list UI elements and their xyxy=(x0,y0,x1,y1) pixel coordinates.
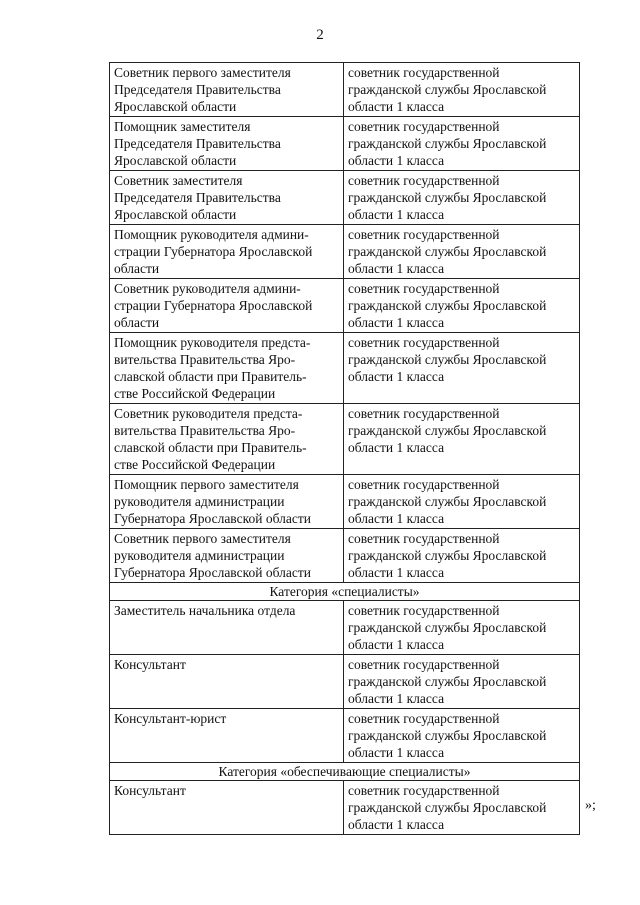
position-cell xyxy=(110,655,344,709)
table-row xyxy=(110,171,580,225)
position-title: Советник заместителя Председателя Правительства Ярославской области xyxy=(114,173,281,222)
position-cell xyxy=(110,404,344,475)
table-row xyxy=(110,225,580,279)
position-cell xyxy=(110,171,344,225)
class-rank-text: советник государственной гражданской службы Ярославской области 1 класса xyxy=(348,657,547,706)
closing-quote-mark: »; xyxy=(585,798,596,813)
position-cell xyxy=(110,117,344,171)
table-row xyxy=(110,781,580,835)
position-title: Консультант xyxy=(114,783,186,798)
table-row xyxy=(110,279,580,333)
table-row xyxy=(110,709,580,763)
class-rank-text: советник государственной гражданской службы Ярославской области 1 класса xyxy=(348,783,547,832)
grade-cell xyxy=(344,529,580,583)
grade-cell xyxy=(344,63,580,117)
position-title: Консультант-юрист xyxy=(114,711,227,726)
grade-cell xyxy=(344,404,580,475)
table-row xyxy=(110,529,580,583)
grade-cell xyxy=(344,781,580,835)
position-title: Помощник заместителя Председателя Правительства Ярославской области xyxy=(114,119,281,168)
grade-cell xyxy=(344,655,580,709)
position-cell xyxy=(110,63,344,117)
class-rank-text: советник государственной гражданской службы Ярославской области 1 класса xyxy=(348,227,547,276)
position-title: Помощник первого заместителя руководителя администрации Губернатора Ярославской области xyxy=(114,477,311,526)
category-label: Категория «специалисты» xyxy=(110,583,580,601)
class-rank-text: советник государственной гражданской службы Ярославской области 1 класса xyxy=(348,531,547,580)
table-row xyxy=(110,404,580,475)
class-rank-text: советник государственной гражданской службы Ярославской области 1 класса xyxy=(348,711,547,760)
category-row xyxy=(110,763,580,781)
class-rank-text: советник государственной гражданской службы Ярославской области 1 класса xyxy=(348,406,547,455)
position-title: Советник руководителя предста- вительства Правительства Яро- славской области при Правитель- стве Российской Федерации xyxy=(114,406,307,472)
position-cell xyxy=(110,333,344,404)
table-row xyxy=(110,655,580,709)
class-rank-text: советник государственной гражданской службы Ярославской области 1 класса xyxy=(348,477,547,526)
position-cell xyxy=(110,279,344,333)
position-title: Заместитель начальника отдела xyxy=(114,603,296,618)
position-title: Помощник руководителя админи- страции Губернатора Ярославской области xyxy=(114,227,313,276)
class-rank-text: советник государственной гражданской службы Ярославской области 1 класса xyxy=(348,173,547,222)
grade-cell xyxy=(344,279,580,333)
table-body xyxy=(110,63,580,835)
class-rank-text: советник государственной гражданской службы Ярославской области 1 класса xyxy=(348,65,547,114)
grade-cell xyxy=(344,601,580,655)
page-number: 2 xyxy=(316,27,324,43)
grade-cell xyxy=(344,171,580,225)
table-row xyxy=(110,475,580,529)
category-row xyxy=(110,583,580,601)
class-rank-text: советник государственной гражданской службы Ярославской области 1 класса xyxy=(348,119,547,168)
grade-cell xyxy=(344,709,580,763)
grade-cell xyxy=(344,117,580,171)
class-rank-text: советник государственной гражданской службы Ярославской области 1 класса xyxy=(348,335,547,384)
position-cell xyxy=(110,225,344,279)
class-rank-text: советник государственной гражданской службы Ярославской области 1 класса xyxy=(348,281,547,330)
position-cell xyxy=(110,781,344,835)
table-row xyxy=(110,601,580,655)
category-label: Категория «обеспечивающие специалисты» xyxy=(110,763,580,781)
position-title: Советник первого заместителя руководителя администрации Губернатора Ярославской области xyxy=(114,531,311,580)
class-rank-text: советник государственной гражданской службы Ярославской области 1 класса xyxy=(348,603,547,652)
position-cell xyxy=(110,601,344,655)
grade-cell xyxy=(344,475,580,529)
grade-cell xyxy=(344,225,580,279)
position-title: Советник первого заместителя Председателя Правительства Ярославской области xyxy=(114,65,291,114)
position-title: Помощник руководителя предста- вительства Правительства Яро- славской области при Правитель- стве Российской Федерации xyxy=(114,335,311,401)
table-row xyxy=(110,117,580,171)
table-row xyxy=(110,63,580,117)
position-cell xyxy=(110,529,344,583)
position-grade-table xyxy=(109,62,580,835)
table-row xyxy=(110,333,580,404)
position-title: Консультант xyxy=(114,657,186,672)
position-cell xyxy=(110,475,344,529)
grade-cell xyxy=(344,333,580,404)
position-title: Советник руководителя админи- страции Губернатора Ярославской области xyxy=(114,281,313,330)
position-cell xyxy=(110,709,344,763)
